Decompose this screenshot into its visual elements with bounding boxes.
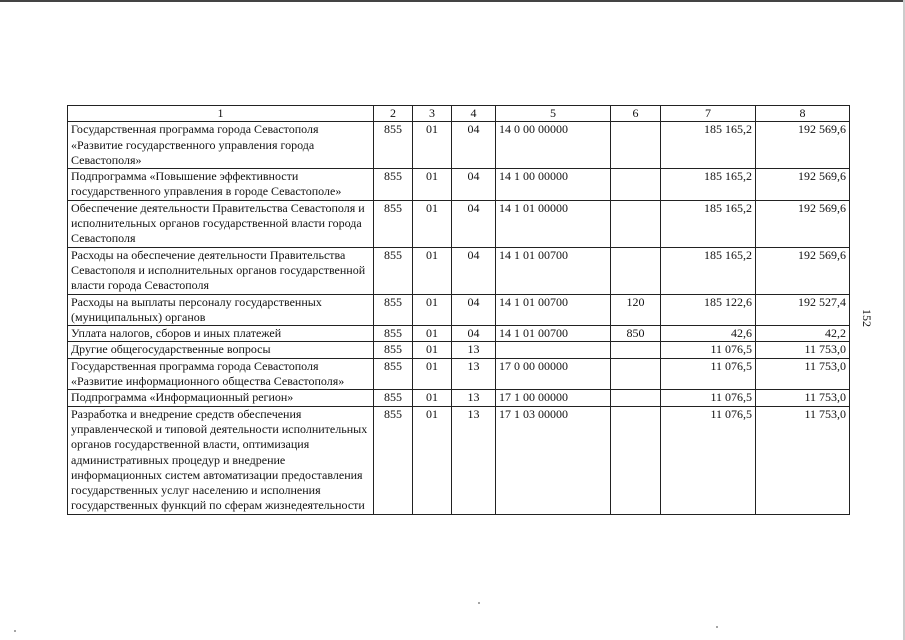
header-cell-7: 7 (661, 106, 756, 122)
cell-amount-8: 11 753,0 (756, 342, 850, 358)
row-name: Подпрограмма «Повышение эффективности государственного управления в городе Севастополе» (68, 169, 374, 201)
cell-target-code: 14 1 01 00000 (496, 200, 611, 247)
table-row (68, 326, 850, 342)
header-cell-4: 4 (452, 106, 496, 122)
row-name: Государственная программа города Севастополя «Развитие информационного общества Севастополя» (68, 358, 374, 390)
page-number: 152 (860, 309, 874, 327)
cell-subsection: 13 (452, 406, 496, 514)
cell-amount-7: 185 165,2 (661, 200, 756, 247)
cell-expense-type (611, 169, 661, 201)
cell-expense-type (611, 200, 661, 247)
cell-expense-type: 850 (611, 326, 661, 342)
cell-subsection: 04 (452, 200, 496, 247)
row-name: Обеспечение деятельности Правительства Севастополя и исполнительных органов государственной власти города Севастополя (68, 200, 374, 247)
row-name: Другие общегосударственные вопросы (68, 342, 374, 358)
cell-amount-8: 42,2 (756, 326, 850, 342)
row-name: Подпрограмма «Информационный регион» (68, 390, 374, 406)
cell-section: 01 (413, 326, 452, 342)
cell-ministry: 855 (374, 169, 413, 201)
table-row (68, 406, 850, 514)
cell-target-code: 14 1 01 00700 (496, 247, 611, 294)
cell-section: 01 (413, 294, 452, 326)
cell-ministry: 855 (374, 342, 413, 358)
budget-table (67, 105, 850, 515)
cell-section: 01 (413, 247, 452, 294)
header-cell-8: 8 (756, 106, 850, 122)
cell-ministry: 855 (374, 406, 413, 514)
cell-section: 01 (413, 406, 452, 514)
cell-amount-8: 192 569,6 (756, 122, 850, 169)
cell-target-code: 17 1 03 00000 (496, 406, 611, 514)
table-row (68, 294, 850, 326)
cell-amount-8: 11 753,0 (756, 406, 850, 514)
row-name: Уплата налогов, сборов и иных платежей (68, 326, 374, 342)
cell-amount-8: 192 569,6 (756, 200, 850, 247)
table-row (68, 200, 850, 247)
row-name: Разработка и внедрение средств обеспечения управленческой и типовой деятельности исполнительных органов государственной власти, оптимизация административных процедур и внедрение информационных систем автоматизации предоставления государственных услуг населению и исполнения государственных функций по сферам жизнедеятельности (68, 406, 374, 514)
cell-section: 01 (413, 358, 452, 390)
table-row (68, 247, 850, 294)
cell-amount-7: 11 076,5 (661, 390, 756, 406)
cell-target-code: 17 1 00 00000 (496, 390, 611, 406)
cell-amount-7: 185 165,2 (661, 122, 756, 169)
cell-section: 01 (413, 122, 452, 169)
cell-amount-7: 11 076,5 (661, 342, 756, 358)
cell-amount-7: 42,6 (661, 326, 756, 342)
cell-expense-type (611, 342, 661, 358)
cell-subsection: 04 (452, 247, 496, 294)
cell-amount-8: 11 753,0 (756, 358, 850, 390)
row-name: Расходы на выплаты персоналу государственных (муниципальных) органов (68, 294, 374, 326)
header-row (68, 106, 850, 122)
cell-ministry: 855 (374, 390, 413, 406)
cell-subsection: 04 (452, 294, 496, 326)
scan-speck (716, 626, 718, 628)
cell-amount-7: 11 076,5 (661, 406, 756, 514)
cell-expense-type (611, 122, 661, 169)
cell-target-code: 17 0 00 00000 (496, 358, 611, 390)
cell-ministry: 855 (374, 122, 413, 169)
cell-amount-8: 192 569,6 (756, 247, 850, 294)
row-name: Государственная программа города Севастополя «Развитие государственного управления города Севастополя» (68, 122, 374, 169)
table-row (68, 122, 850, 169)
scan-speck (478, 602, 480, 604)
cell-subsection: 13 (452, 390, 496, 406)
header-cell-6: 6 (611, 106, 661, 122)
cell-subsection: 13 (452, 342, 496, 358)
cell-ministry: 855 (374, 326, 413, 342)
cell-amount-8: 192 527,4 (756, 294, 850, 326)
cell-expense-type (611, 247, 661, 294)
header-cell-1: 1 (68, 106, 374, 122)
cell-target-code (496, 342, 611, 358)
cell-ministry: 855 (374, 358, 413, 390)
cell-target-code: 14 1 00 00000 (496, 169, 611, 201)
cell-section: 01 (413, 169, 452, 201)
cell-amount-7: 11 076,5 (661, 358, 756, 390)
table-row (68, 169, 850, 201)
cell-amount-7: 185 165,2 (661, 247, 756, 294)
cell-target-code: 14 0 00 00000 (496, 122, 611, 169)
cell-target-code: 14 1 01 00700 (496, 326, 611, 342)
header-cell-2: 2 (374, 106, 413, 122)
cell-subsection: 13 (452, 358, 496, 390)
cell-subsection: 04 (452, 169, 496, 201)
table-row (68, 342, 850, 358)
table-row (68, 390, 850, 406)
cell-section: 01 (413, 390, 452, 406)
cell-amount-8: 11 753,0 (756, 390, 850, 406)
cell-amount-7: 185 165,2 (661, 169, 756, 201)
cell-subsection: 04 (452, 122, 496, 169)
cell-subsection: 04 (452, 326, 496, 342)
header-cell-3: 3 (413, 106, 452, 122)
cell-expense-type (611, 358, 661, 390)
cell-amount-8: 192 569,6 (756, 169, 850, 201)
cell-section: 01 (413, 342, 452, 358)
cell-expense-type (611, 406, 661, 514)
cell-ministry: 855 (374, 247, 413, 294)
cell-expense-type: 120 (611, 294, 661, 326)
cell-ministry: 855 (374, 200, 413, 247)
cell-expense-type (611, 390, 661, 406)
table-row (68, 358, 850, 390)
cell-target-code: 14 1 01 00700 (496, 294, 611, 326)
header-cell-5: 5 (496, 106, 611, 122)
cell-amount-7: 185 122,6 (661, 294, 756, 326)
scan-speck (14, 630, 16, 632)
row-name: Расходы на обеспечение деятельности Правительства Севастополя и исполнительных органов государственной власти города Севастополя (68, 247, 374, 294)
scan-edge-top (0, 0, 905, 2)
cell-ministry: 855 (374, 294, 413, 326)
cell-section: 01 (413, 200, 452, 247)
